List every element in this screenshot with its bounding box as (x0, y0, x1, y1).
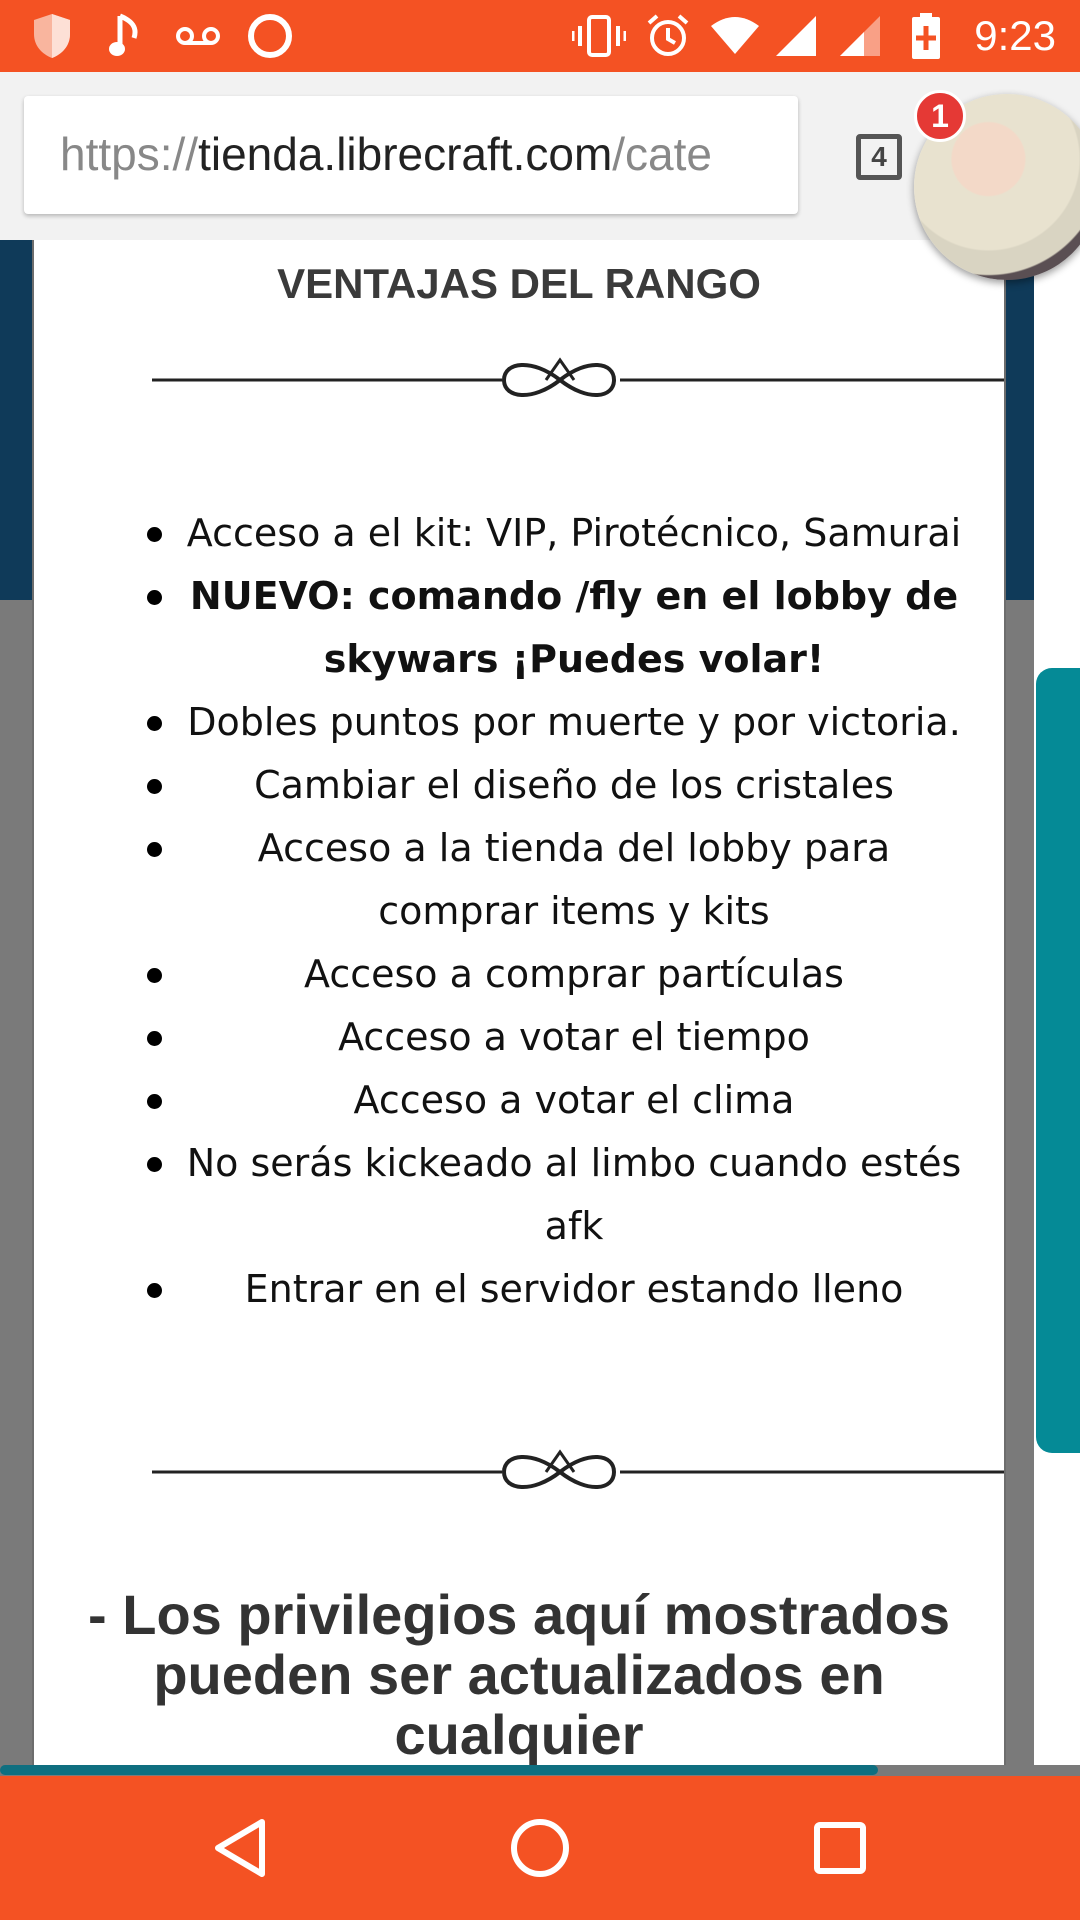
list-item: Acceso a la tienda del lobby para comprar items y kits (139, 817, 969, 943)
url-path: /cate (612, 128, 712, 180)
list-item: Acceso a votar el tiempo (139, 1006, 969, 1069)
url-scheme: https:// (60, 128, 199, 180)
notification-badge: 1 (914, 90, 966, 142)
recents-icon[interactable] (800, 1808, 880, 1888)
home-icon[interactable] (500, 1808, 580, 1888)
music-note-icon (106, 12, 146, 60)
voicemail-icon (174, 12, 222, 60)
battery-charging-icon (908, 12, 944, 60)
list-item: Acceso a el kit: VIP, Pirotécnico, Samurai (139, 502, 969, 565)
signal-icon (836, 12, 884, 60)
url-bar[interactable] (24, 96, 798, 214)
signal-icon (772, 12, 820, 60)
list-item: No serás kickeado al limbo cuando estés afk (139, 1132, 969, 1258)
clock-time: 9:23 (974, 12, 1056, 59)
vibrate-icon (572, 12, 626, 60)
wifi-icon (708, 12, 762, 60)
ornament-divider (152, 1442, 1006, 1502)
list-item: Acceso a comprar partículas (139, 943, 969, 1006)
back-icon[interactable] (200, 1808, 280, 1888)
url-text (60, 124, 712, 184)
list-item: Entrar en el servidor estando lleno (139, 1258, 969, 1321)
shield-icon (28, 12, 76, 60)
disclaimer-text: - Los privilegios aquí mostrados pueden ser actualizados en cualquier (88, 1583, 950, 1765)
page-load-progress-bar (0, 1765, 878, 1775)
card-title: VENTAJAS DEL RANGO (277, 260, 761, 307)
url-host: tienda.librecraft.com (198, 128, 613, 180)
rank-benefits-card (32, 240, 1006, 1765)
circle-icon (246, 12, 294, 60)
list-item: NUEVO: comando /fly en el lobby de skywars ¡Puedes volar! (139, 565, 969, 691)
list-item: Dobles puntos por muerte y por victoria. (139, 691, 969, 754)
ornament-divider (152, 350, 1006, 410)
status-bar (0, 0, 1080, 72)
navigation-bar (0, 1776, 1080, 1920)
tab-switcher-button[interactable]: 4 (856, 134, 902, 180)
page-side-tab[interactable] (1036, 668, 1080, 1453)
alarm-icon (644, 12, 692, 60)
list-item: Cambiar el diseño de los cristales (139, 754, 969, 817)
list-item: Acceso a votar el clima (139, 1069, 969, 1132)
benefits-list (139, 502, 969, 1321)
